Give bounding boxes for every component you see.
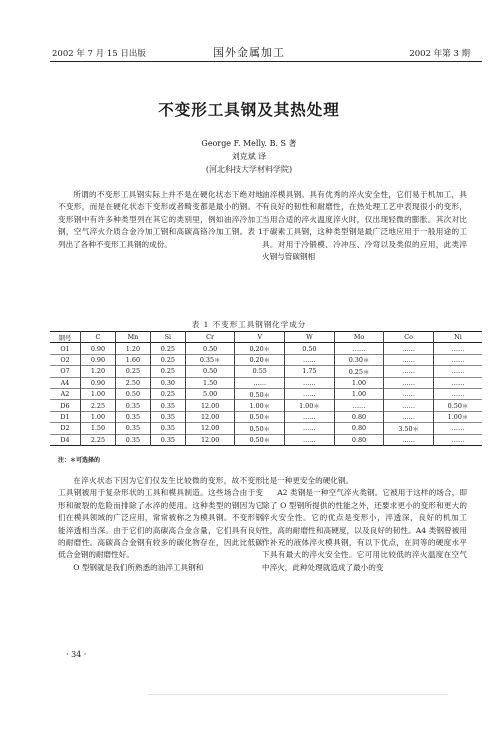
paragraph: 在淬火状态下因为它们仅发生比较微的变形，故不变形工具钢被用于复杂形状的工具和模具制造。这些场合由于变形和破裂的危险而排除了水淬的使用。这种类型的钢因为它们在模具领域的广泛应用，常常被称之为模具钢。不变形钢能淬透相当深。由于它们的高碳高合金含量，它们具有良好的耐磨性。高碳高合金钢有较多的碳化物存在，因此比低碳低合金钢的耐磨性好。 <box>58 476 263 560</box>
composition-cell: …… <box>334 343 384 354</box>
paragraph: 所谓的不变形工具钢实际上并不是在硬化状态下绝对地不变形，而是在硬化状态下变形或者畸变都是最小的钢。不变形钢中有许多种类型列在其它的类别里，例如油淬冷加工钢，空气淬火介质合金冷加工钢和高碳高铬冷加工钢。表 1 列出了各种不变形工具钢的成份。 <box>58 190 263 249</box>
composition-cell: …… <box>433 423 482 434</box>
composition-cell: 0.50＊ <box>235 423 285 434</box>
steel-grade-cell: A4 <box>60 378 70 387</box>
column-header: Si <box>150 332 185 343</box>
composition-table <box>50 331 482 446</box>
paragraph: 油淬模具钢。具有优秀的淬火安全性，它们易于机加工，具有良好的韧性和耐磨性，在热处理工艺中表现很小的变形，当用合适的淬火温度淬火时，仅出现轻微的膨胀。其次对比于碳素工具钢，这种类型钢是最广泛地应用于一般用途的工具。对用于冷锻模、冷冲压、冷弯以及类似的应用，此类淬火钢与管碳钢相 <box>262 190 467 262</box>
composition-cell: …… <box>433 343 482 354</box>
composition-cell: 0.80 <box>334 434 384 445</box>
composition-cell: …… <box>285 434 335 445</box>
composition-cell: …… <box>285 377 335 388</box>
composition-cell: 0.35 <box>150 423 185 434</box>
composition-cell: 2.25 <box>80 400 115 411</box>
composition-cell: 0.90 <box>80 343 115 354</box>
composition-cell: 1.50 <box>185 377 235 388</box>
composition-cell: …… <box>384 343 434 354</box>
column-header: Ni <box>433 332 482 343</box>
author-line: George F. Melly. B. S 著 <box>201 139 297 148</box>
composition-cell: …… <box>384 388 434 399</box>
composition-cell: 0.50＊ <box>235 388 285 399</box>
scan-artifact-line <box>148 694 448 695</box>
body-bottom-right-column <box>262 475 467 574</box>
column-header: V <box>235 332 285 343</box>
steel-grade-cell: D4 <box>60 435 70 444</box>
steel-grade-cell: O7 <box>60 367 70 376</box>
table-row <box>50 423 482 434</box>
composition-cell: …… <box>433 377 482 388</box>
composition-cell: …… <box>384 400 434 411</box>
composition-cell: …… <box>433 388 482 399</box>
composition-cell: 1.00 <box>334 377 384 388</box>
composition-cell: …… <box>433 434 482 445</box>
column-header: 钢号 <box>58 333 72 342</box>
composition-cell: 0.30 <box>150 377 185 388</box>
composition-cell: …… <box>384 354 434 365</box>
composition-cell: 0.35 <box>115 400 150 411</box>
composition-cell: 0.35＊ <box>185 354 235 365</box>
composition-cell: 0.50 <box>185 343 235 354</box>
composition-cell: 3.50＊ <box>384 423 434 434</box>
composition-cell: …… <box>334 400 384 411</box>
composition-cell: …… <box>285 354 335 365</box>
composition-cell: 0.50 <box>285 343 335 354</box>
composition-cell: 1.20 <box>115 343 150 354</box>
table-note: 注：＊可选择的 <box>58 457 101 464</box>
composition-cell: 0.50＊ <box>433 400 482 411</box>
composition-cell: 1.00 <box>80 388 115 399</box>
composition-cell: 0.50＊ <box>235 434 285 445</box>
composition-cell: 1.00 <box>334 388 384 399</box>
composition-cell: 1.60 <box>115 354 150 365</box>
table-header-row <box>50 332 482 343</box>
column-header: C <box>80 332 115 343</box>
column-header: Cr <box>185 332 235 343</box>
table-body <box>50 343 482 446</box>
header-rule <box>50 61 482 62</box>
composition-cell: 0.25 <box>150 366 185 377</box>
composition-cell: 0.50 <box>115 388 150 399</box>
header-date: 2002 年 7 月 15 日出版 <box>52 49 146 59</box>
composition-cell: …… <box>433 354 482 365</box>
steel-grade-cell: D2 <box>60 424 70 433</box>
composition-cell: 0.25 <box>150 388 185 399</box>
composition-cell: 1.75 <box>285 366 335 377</box>
composition-cell: 0.35 <box>115 411 150 422</box>
steel-grade-cell: A2 <box>60 390 70 399</box>
composition-cell: 0.35 <box>115 423 150 434</box>
composition-cell: …… <box>285 411 335 422</box>
composition-cell: 0.30＊ <box>334 354 384 365</box>
body-top-right-column <box>262 189 467 263</box>
body-top-left-column <box>58 189 263 251</box>
composition-cell: 0.55 <box>235 366 285 377</box>
composition-cell: 1.00＊ <box>235 400 285 411</box>
composition-cell: 2.50 <box>115 377 150 388</box>
composition-cell: 0.20＊ <box>235 354 285 365</box>
table-title: 表 1 不变形工具钢钢化学成分 <box>191 320 307 329</box>
composition-cell: 0.25 <box>150 354 185 365</box>
table-row <box>50 388 482 399</box>
composition-cell: 1.20 <box>80 366 115 377</box>
composition-cell: 0.25＊ <box>334 366 384 377</box>
table-row <box>50 411 482 422</box>
steel-grade-cell: O1 <box>60 344 70 353</box>
column-header: Mo <box>334 332 384 343</box>
composition-cell: 0.35 <box>150 411 185 422</box>
paragraph: A2 类钢是一种空气淬火类钢。它被用于这样的场合，即除了 O 型钢所提供的性能之外，还要求更小的变形和更大的淬火安全性。它的优点是变形小，淬透深，良好的机加工性，高的耐磨性和高硬度，以及良好的韧性。A4 类钢曾被用作补充的液体淬火模具钢，有以下优点，在同等的硬度水平下具有最大的淬火安全性。它可用比较低的淬火温度在空气中淬火，此种处理就造成了最小的变 <box>262 488 467 572</box>
composition-cell: …… <box>433 366 482 377</box>
translator-line: 刘克斌 译 <box>231 152 267 161</box>
table-row <box>50 354 482 365</box>
composition-cell: 0.25 <box>150 343 185 354</box>
composition-cell: …… <box>285 423 335 434</box>
composition-cell: 0.35 <box>150 400 185 411</box>
table-row <box>50 400 482 411</box>
journal-name: 国外金属加工 <box>213 46 285 59</box>
paragraph: O 型钢就是我们所熟悉的油淬工具钢和 <box>73 562 204 572</box>
steel-grade-cell: D1 <box>60 412 70 421</box>
column-header: W <box>285 332 335 343</box>
composition-cell: …… <box>235 377 285 388</box>
body-bottom-left-column <box>58 475 263 574</box>
composition-cell: 0.35 <box>115 434 150 445</box>
composition-cell: 0.50＊ <box>235 411 285 422</box>
composition-cell: …… <box>285 388 335 399</box>
composition-cell: 0.80 <box>334 423 384 434</box>
composition-cell: 1.00 <box>80 411 115 422</box>
composition-cell: …… <box>384 377 434 388</box>
composition-cell: 1.00＊ <box>285 400 335 411</box>
composition-cell: 2.25 <box>80 434 115 445</box>
composition-cell: 0.25 <box>115 366 150 377</box>
composition-cell: 1.50 <box>80 423 115 434</box>
composition-cell: 12.00 <box>185 411 235 422</box>
composition-cell: 5.00 <box>185 388 235 399</box>
table-row <box>50 377 482 388</box>
page-number: · 34 · <box>66 650 87 659</box>
table-row <box>50 343 482 354</box>
composition-cell: 12.00 <box>185 400 235 411</box>
table-row <box>50 366 482 377</box>
composition-cell: 0.90 <box>80 377 115 388</box>
composition-cell: 12.00 <box>185 423 235 434</box>
column-header: Co <box>384 332 434 343</box>
composition-cell: 0.35 <box>150 434 185 445</box>
column-header: Mn <box>115 332 150 343</box>
paragraph: 比是一种更安全的硬化钢。 <box>262 476 354 485</box>
composition-cell: 0.80 <box>334 411 384 422</box>
steel-grade-cell: D6 <box>60 401 70 410</box>
composition-cell: …… <box>384 366 434 377</box>
composition-cell: 0.90 <box>80 354 115 365</box>
affiliation-line: (河北科技大学材料学院) <box>205 165 293 174</box>
composition-cell: …… <box>384 434 434 445</box>
composition-cell: …… <box>384 411 434 422</box>
composition-cell: 0.20＊ <box>235 343 285 354</box>
composition-cell: 0.50 <box>185 366 235 377</box>
composition-cell: 12.00 <box>185 434 235 445</box>
article-title: 不变形工具钢及其热处理 <box>158 100 340 119</box>
steel-grade-cell: O2 <box>60 355 70 364</box>
composition-cell: 1.00＊ <box>433 411 482 422</box>
table-row <box>50 434 482 445</box>
issue-number: 2002 年第 3 期 <box>409 49 470 59</box>
